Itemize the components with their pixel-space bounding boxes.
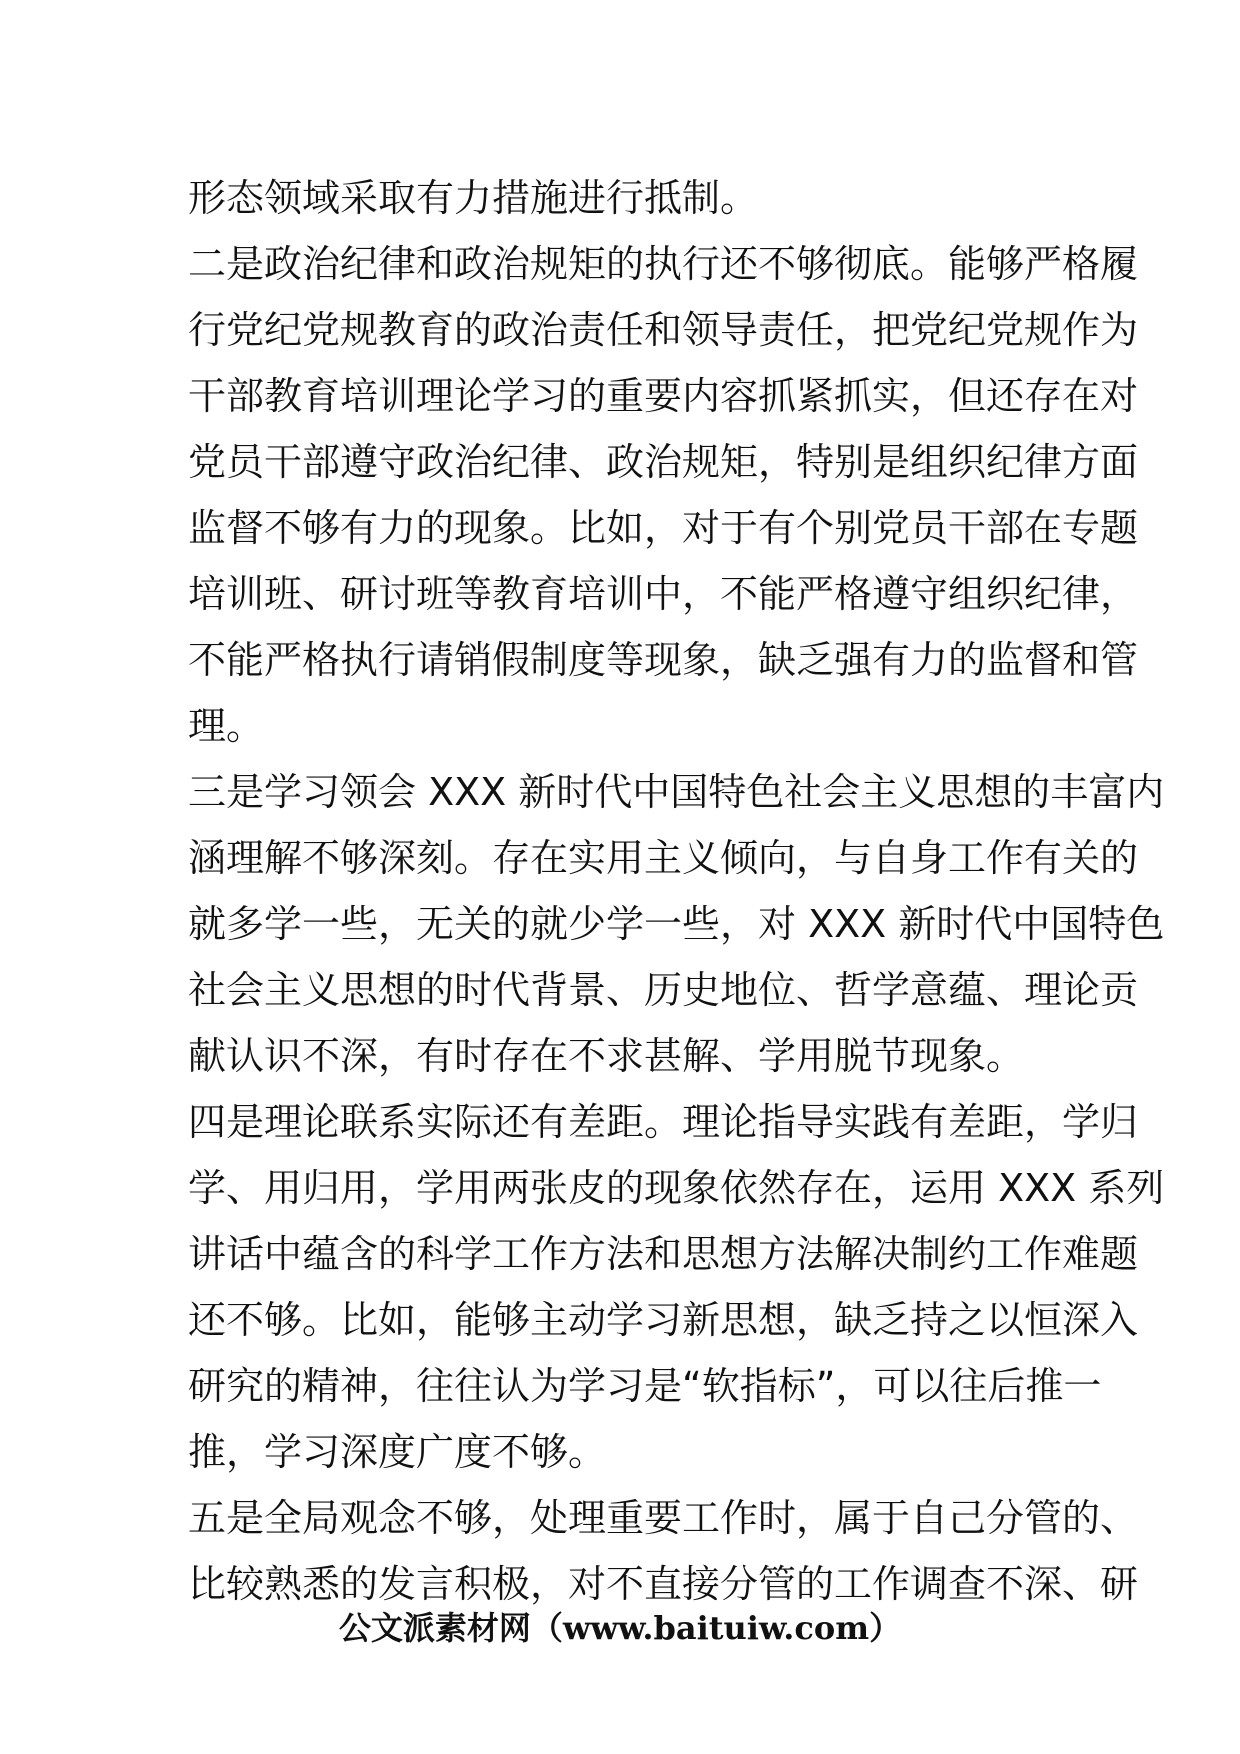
text-line: 形态领域采取有力措施进行抵制。 xyxy=(188,176,759,220)
text-line: 就多学一些，无关的就少学一些，对 XXX 新时代中国特色 xyxy=(188,902,1165,946)
footer-watermark: 公文派素材网（www.baituiw.com） xyxy=(338,1609,902,1647)
text-line: 四是理论联系实际还有差距。理论指导实践有差距，学归 xyxy=(188,1100,1139,1144)
text-line: 社会主义思想的时代背景、历史地位、哲学意蕴、理论贡 xyxy=(188,968,1139,1012)
text-line: 五是全局观念不够，处理重要工作时，属于自己分管的、 xyxy=(188,1496,1139,1540)
text-line: 研究的精神，往往认为学习是“软指标”，可以往后推一 xyxy=(188,1364,1102,1408)
text-line: 推，学习深度广度不够。 xyxy=(188,1430,607,1474)
text-line: 三是学习领会 XXX 新时代中国特色社会主义思想的丰富内 xyxy=(188,770,1165,814)
text-line: 党员干部遵守政治纪律、政治规矩，特别是组织纪律方面 xyxy=(188,440,1139,484)
text-line: 讲话中蕴含的科学工作方法和思想方法解决制约工作难题 xyxy=(188,1232,1139,1276)
text-line: 学、用归用，学用两张皮的现象依然存在，运用 XXX 系列 xyxy=(188,1166,1165,1210)
text-line: 献认识不深，有时存在不求甚解、学用脱节现象。 xyxy=(188,1034,1025,1078)
text-line: 培训班、研讨班等教育培训中，不能严格遵守组织纪律， xyxy=(188,572,1139,616)
text-line: 比较熟悉的发言积极，对不直接分管的工作调查不深、研 xyxy=(188,1562,1139,1606)
text-line: 行党纪党规教育的政治责任和领导责任，把党纪党规作为 xyxy=(188,308,1139,352)
text-line: 理。 xyxy=(188,704,265,748)
text-line: 二是政治纪律和政治规矩的执行还不够彻底。能够严格履 xyxy=(188,242,1139,286)
text-line: 涵理解不够深刻。存在实用主义倾向，与自身工作有关的 xyxy=(188,836,1139,880)
text-line: 干部教育培训理论学习的重要内容抓紧抓实，但还存在对 xyxy=(188,374,1139,418)
text-line: 还不够。比如，能够主动学习新思想，缺乏持之以恒深入 xyxy=(188,1298,1139,1342)
text-line: 监督不够有力的现象。比如，对于有个别党员干部在专题 xyxy=(188,506,1139,550)
document-body xyxy=(188,165,1165,1617)
text-line: 不能严格执行请销假制度等现象，缺乏强有力的监督和管 xyxy=(188,638,1139,682)
